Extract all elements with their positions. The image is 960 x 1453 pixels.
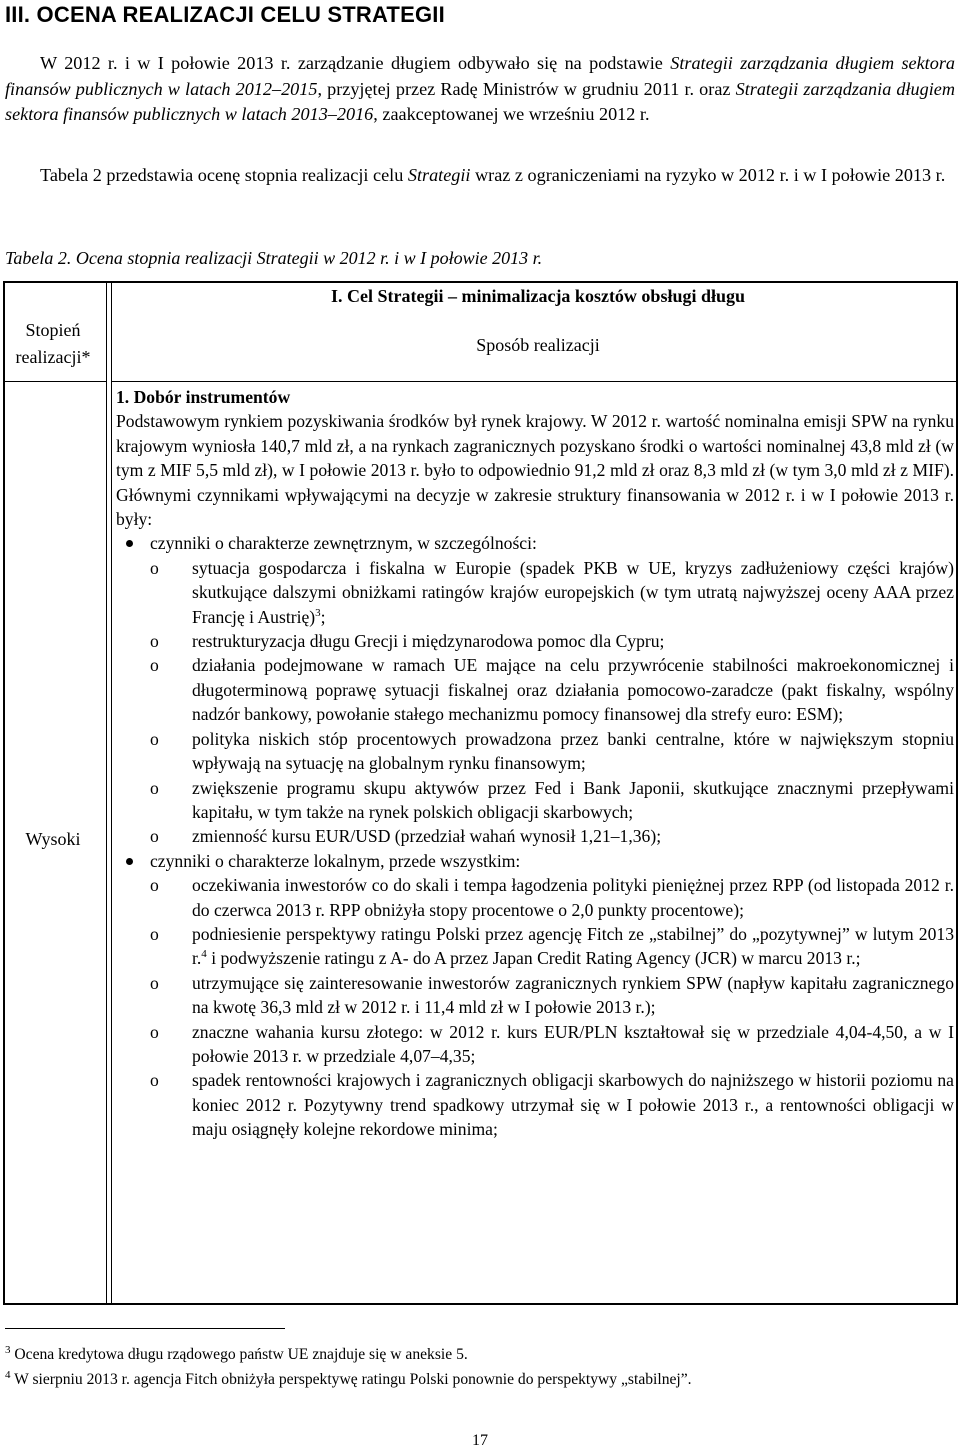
section-heading: III. OCENA REALIZACJI CELU STRATEGII [5,2,445,27]
list-item-text: znaczne wahania kursu złotego: w 2012 r. kurs EUR/PLN kształtował się w przedziale 4,04-4,50, a w I połowie 2013 r. w przedziale 4,07–4,35; [192,1021,954,1066]
circle-bullet-icon: o [150,875,159,896]
table-degree-value: Wysoki [25,829,81,849]
list-item [116,776,954,825]
table-column-divider [106,281,107,1305]
circle-bullet-icon: o [150,972,159,993]
list-item [116,1068,954,1141]
table-border-left [3,281,5,1305]
list-item-text: restrukturyzacja długu Grecji i międzynarodowa pomoc dla Cypru; [192,631,665,652]
list-item-text: sytuacja gospodarcza i fiskalna w Europie (spadek PKB w UE, kryzys zadłużeniowy części krajów) skutkujące dalszymi obniżkami ratingów krajów europejskich (w tym utratą najwyższej oceny AAA przez Francję i Austrię) [192,557,954,627]
table-degree-header: Stopień realizacji* [15,320,91,367]
circle-bullet-icon: o [150,655,159,676]
intro-text: Tabela 2 przedstawia ocenę stopnia realizacji celu [40,165,408,185]
list-item-text: polityka niskich stóp procentowych prowadzona przez banki centralne, które w największym stopniu wpływają na sytuację na globalnym rynku finansowym; [192,728,954,774]
list-item-text: i podwyższenie ratingu z A- do A przez Japan Credit Rating Agency (JCR) w marcu 2013 r.; [206,948,861,969]
circle-bullet-icon: o [150,728,159,749]
list-item [116,727,954,776]
intro-text: W 2012 r. i w I połowie 2013 r. zarządzanie długiem odbywało się na podstawie [40,53,671,73]
table-header-separator-left [3,381,107,382]
table-goal-header: I. Cel Strategii – minimalizacja kosztów obsługi długu [330,286,745,306]
table-header-separator-right [111,381,958,382]
list-item-text: oczekiwania inwestorów co do skali i tempa łagodzenia polityki pieniężnej przez RPP (od listopada 2012 r. do czerwca 2013 r. RPP obniżyła stopy procentowe o 2,0 punkty procentowe); [192,875,954,920]
table-border-top [3,281,958,283]
list-item-text: zwiększenie programu skupu aktywów przez Fed i Bank Japonii, skutkujące znacznymi przepływami kapitału, w tym także na rynek polskich obligacji skarbowych; [192,777,954,822]
strategy-word: Strategii [407,165,471,185]
circle-bullet-icon: o [150,631,159,652]
circle-bullet-icon: o [150,826,159,847]
list-item-text: utrzymujące się zainteresowanie inwestorów zagranicznych rynkiem SPW (napływ kapitału zagranicznego na kwotę 36,3 mld zł w 2012 r. i 11,4 mld zł w I połowie 2013 r.); [192,972,954,1018]
list-item [116,1020,954,1069]
footnote-number: 4 [5,1368,11,1381]
list-item-text: podniesienie perspektywy ratingu Polski przez agencję Fitch ze „stabilnej” do „pozytywnej” w lutym 2013 r. [192,923,954,969]
circle-bullet-icon: o [150,1021,159,1042]
table-method-content [116,385,954,1142]
footnote-4 [5,1368,692,1389]
list-item [116,556,954,629]
list-item [116,873,954,922]
circle-bullet-icon: o [150,923,159,944]
intro-paragraph-2 [5,163,955,189]
assessment-table [3,281,958,1305]
bullet-local-factors [116,849,954,873]
strategy-title-2012: Strategii zarządzania długiem sektora finansów publicznych w latach 2012–2015 [5,53,955,99]
intro-text: , przyjętej przez Radę Ministrów w grudniu 2011 r. oraz [317,78,736,99]
footnote-separator [5,1328,285,1329]
list-item [116,824,954,848]
footnote-text: W sierpniu 2013 r. agencja Fitch obniżyła perspektywę ratingu Polski ponownie do perspektywy „stabilnej”. [10,1371,692,1388]
section-title: 1. Dobór instrumentów [116,387,291,407]
list-item-text: spadek rentowności krajowych i zagranicznych obligacji skarbowych do najniższego w historii poziomu na koniec 2012 r. Pozytywny trend spadkowy utrzymał się w I połowie 2013 r., a rentowności obligacji w maju osiągnęły kolejne rekordowe minima; [192,1070,954,1140]
table-caption: Tabela 2. Ocena stopnia realizacji Strategii w 2012 r. i w I połowie 2013 r. [5,248,543,268]
page-number: 17 [472,1432,488,1449]
bullet-text: czynniki o charakterze lokalnym, przede wszystkim: [150,850,521,871]
list-item-text: zmienność kursu EUR/USD (przedział wahań wynosił 1,21–1,36); [192,826,662,847]
list-item-text: działania podejmowane w ramach UE mające na celu przywrócenie stabilności makroekonomicznej i długoterminową poprawę sytuacji fiskalnej oraz działania pomocowo-zaradcze (pakt fiskalny, wspólny nadzór bankowy, powołanie stałego mechanizmu pomocy finansowej dla strefy euro: ESM); [192,655,954,725]
intro-paragraph-1 [5,51,955,128]
strategy-title-2013: Strategii zarządzania długiem sektora finansów publicznych w latach 2013–2016 [5,78,956,124]
list-item [116,653,954,726]
table-left-inner-line [111,281,112,1305]
list-item [116,971,954,1020]
bullet-text: czynniki o charakterze zewnętrznym, w szczególności: [150,533,537,554]
bullet-dot-icon [126,858,133,865]
circle-bullet-icon: o [150,777,159,798]
bullet-external-factors [116,531,954,555]
intro-text: wraz z ograniczeniami na ryzyko w 2012 r. i w I połowie 2013 r. [470,165,946,185]
table-method-header: Sposób realizacji [476,335,600,355]
list-item [116,922,954,971]
table-border-right [956,281,958,1305]
footnote-ref: 4 [201,948,207,961]
list-item [116,629,954,653]
section-text: Podstawowym rynkiem pozyskiwania środków był rynek krajowy. W 2012 r. wartość nominalna emisji SPW na rynku krajowym wyniosła 140,7 mld zł, a na rynkach zagranicznych pozyskano środki o wartości nominalnej 43,8 mld zł (w tym z MIF 5,5 mld zł), w I połowie 2013 r. było to odpowiednio 91,2 mld zł oraz 8,3 mld zł (w tym 3,0 mld zł z MIF). Głównymi czynnikami wpływającymi na decyzje w zakresie struktury finansowania w 2012 r. i w I połowie 2013 r. były: [116,411,954,530]
bullet-dot-icon [126,540,133,547]
list-item-text: ; [320,606,326,627]
footnote-3 [5,1343,468,1364]
circle-bullet-icon: o [150,1070,159,1091]
intro-text: , zaakceptowanej we wrześniu 2012 r. [373,104,650,124]
circle-bullet-icon: o [150,557,159,578]
footnote-number: 3 [5,1343,11,1356]
footnote-text: Ocena kredytowa długu rządowego państw UE znajduje się w aneksie 5. [10,1346,468,1363]
table-border-bottom [3,1303,958,1305]
footnote-ref: 3 [315,606,321,619]
